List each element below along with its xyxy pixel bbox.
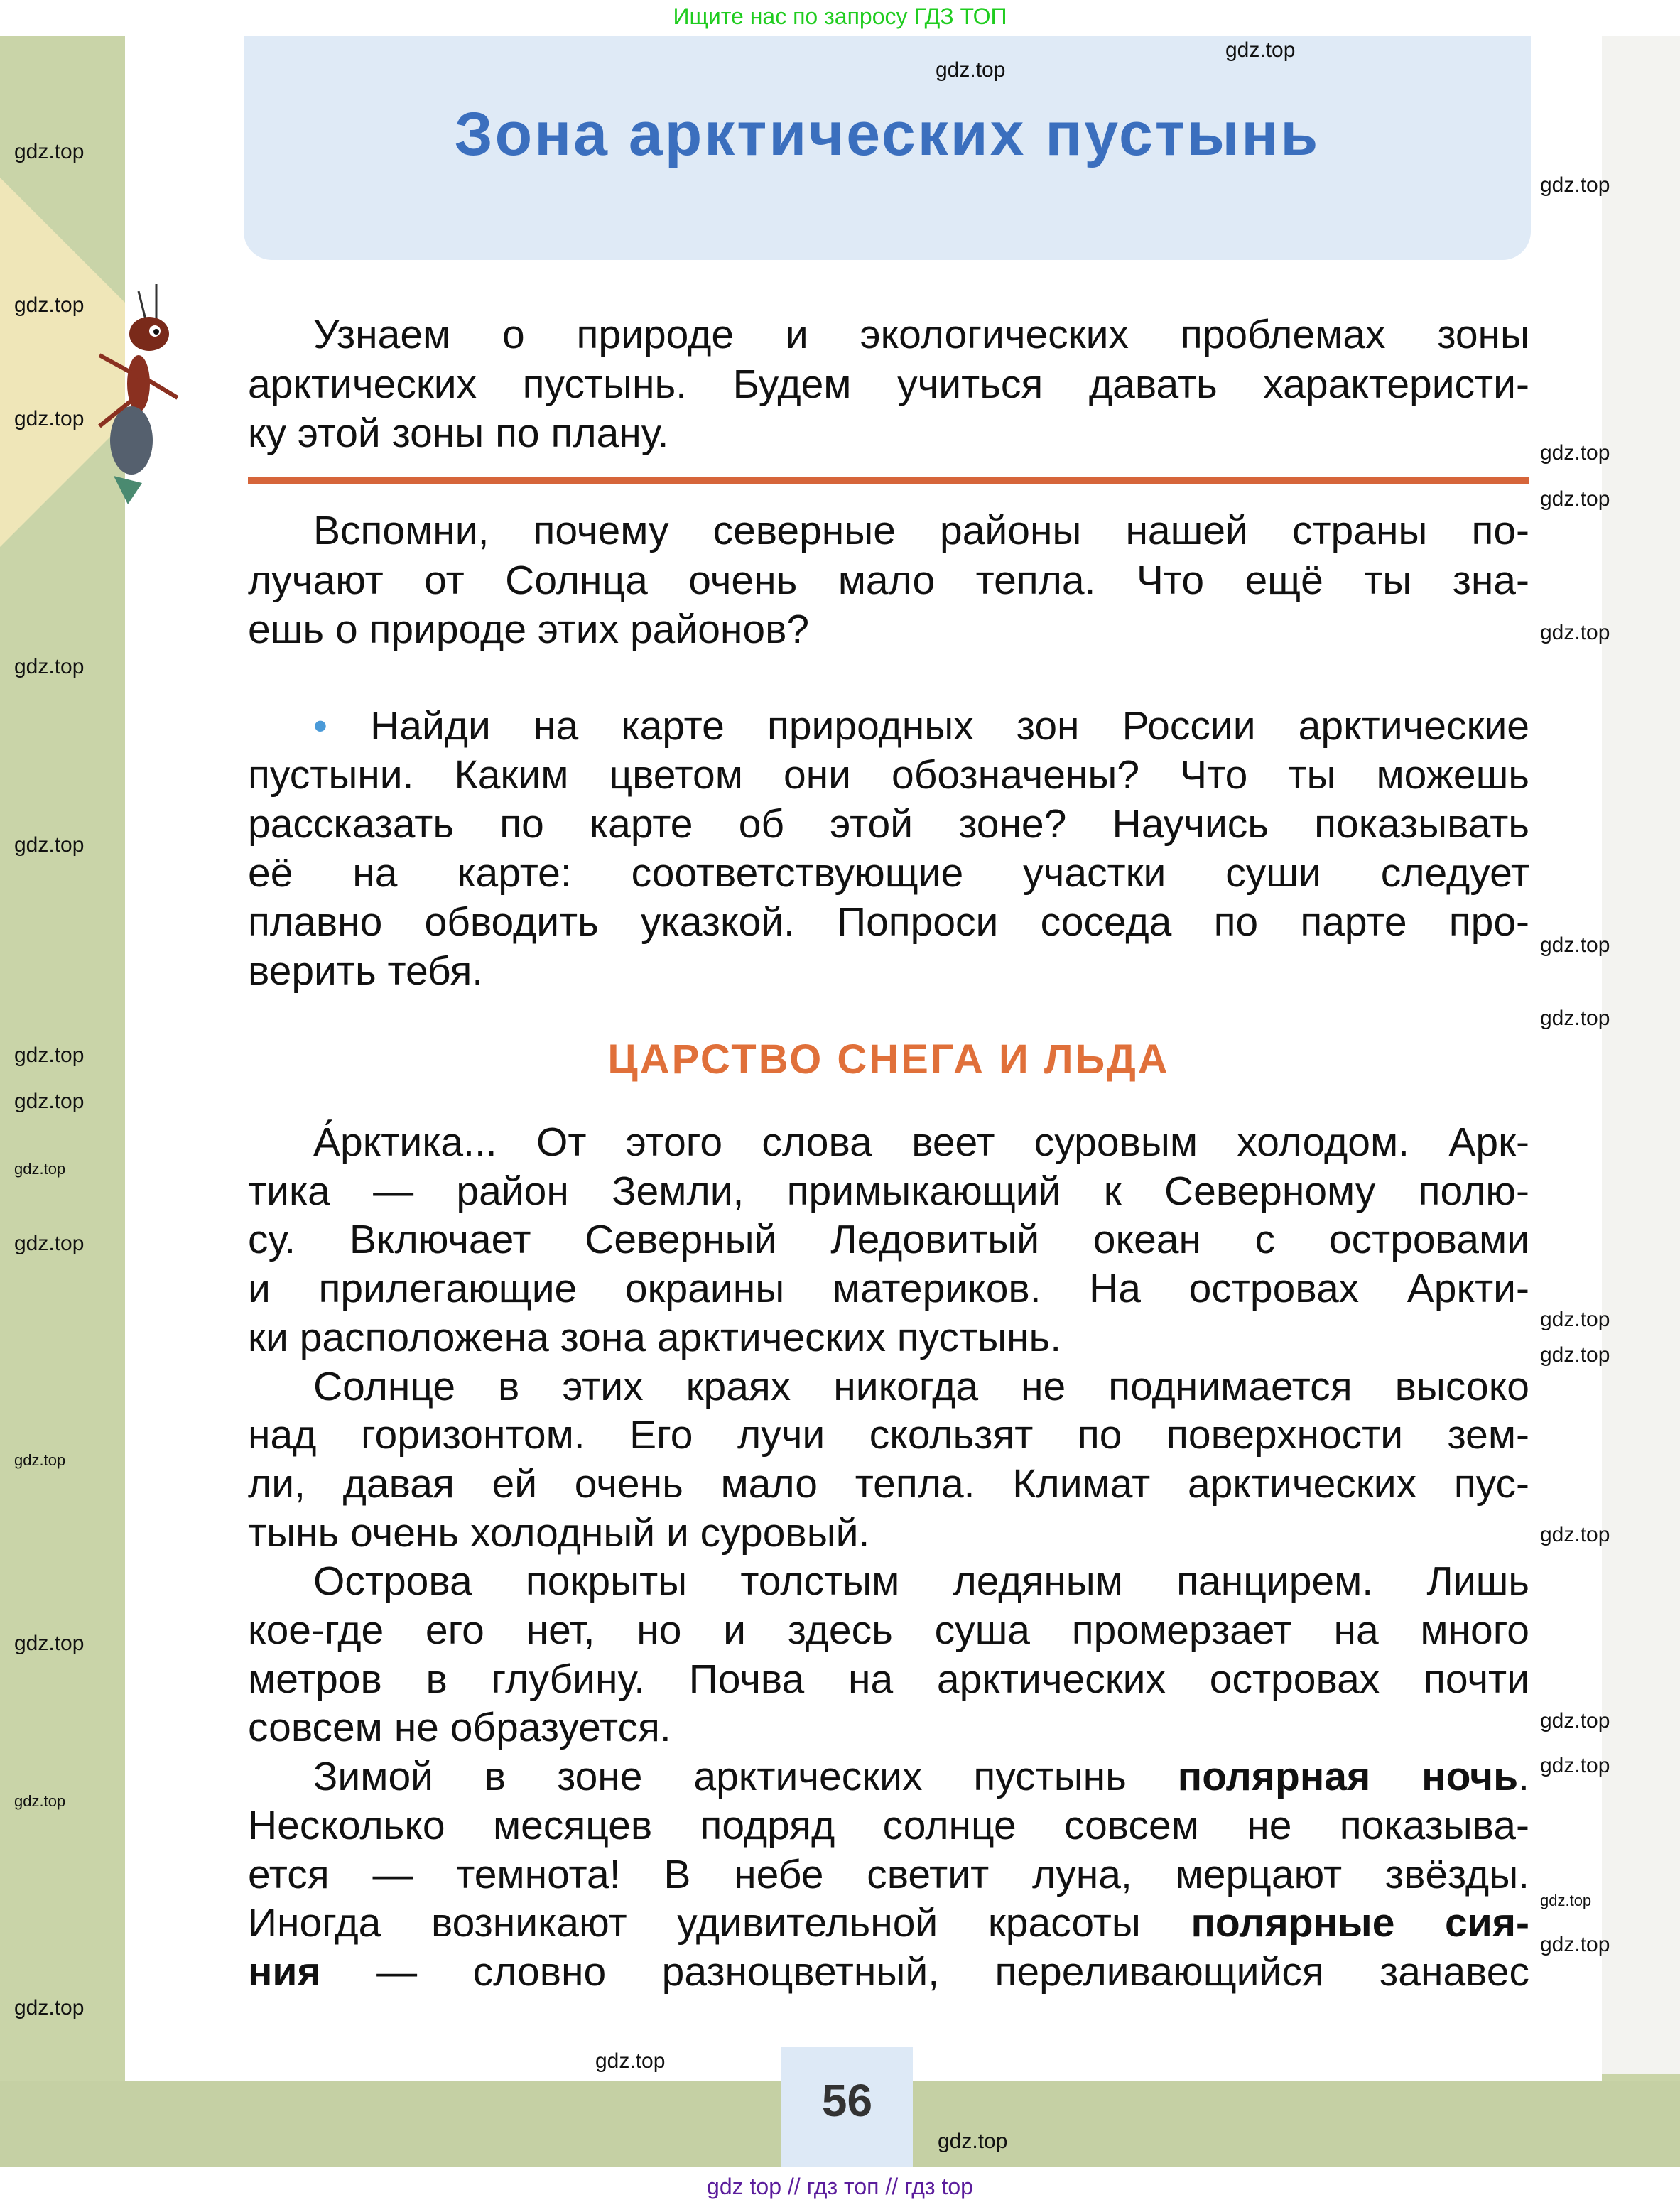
- divider-rule: [248, 477, 1529, 484]
- main-line: [313, 1362, 1529, 1411]
- recall-line: [248, 556, 1529, 605]
- watermark: gdz.top: [14, 1451, 66, 1469]
- right-page-edge: [1602, 36, 1680, 2167]
- task-line: [313, 702, 1529, 751]
- task-line: [248, 751, 1529, 800]
- text-segment: рассказать по карте об этой зоне? Научись показывать: [248, 801, 1529, 847]
- top-banner[interactable]: Ищите нас по запросу ГДЗ ТОП: [0, 0, 1680, 36]
- main-line: [248, 1948, 1529, 1997]
- text-segment: Иногда возникают удивительной красоты: [248, 1900, 1191, 1946]
- task-line: [248, 898, 1529, 947]
- main-line: [248, 1655, 1529, 1704]
- watermark: gdz.top: [14, 293, 85, 317]
- watermark: gdz.top: [14, 1792, 66, 1810]
- main-line: [313, 1752, 1529, 1801]
- watermark: gdz.top: [1540, 173, 1610, 197]
- main-line: [248, 1215, 1529, 1264]
- ant-illustration-icon: [71, 277, 199, 504]
- main-line: [248, 1850, 1529, 1899]
- footer-links[interactable]: gdz top // гдз топ // гдз top: [0, 2167, 1680, 2207]
- text-segment: Острова покрыты толстым ледяным панцирем. Лишь: [313, 1558, 1529, 1605]
- watermark: gdz.top: [1540, 1709, 1610, 1732]
- main-line: [248, 1509, 1529, 1558]
- text-segment: над горизонтом. Его лучи скользят по поверхности зем-: [248, 1412, 1529, 1458]
- watermark: gdz.top: [14, 833, 85, 857]
- bold-term: полярная ночь: [1177, 1754, 1519, 1800]
- intro-line: [248, 409, 1529, 458]
- text-segment: Узнаем о природе и экологических проблемах зоны: [313, 312, 1529, 357]
- watermark: gdz.top: [14, 1232, 85, 1255]
- watermark: gdz.top: [1540, 1308, 1610, 1331]
- intro-line: [248, 360, 1529, 409]
- watermark: gdz.top: [595, 2049, 666, 2073]
- text-segment: .: [1518, 1754, 1529, 1800]
- recall-line: [313, 506, 1529, 555]
- text-segment: метров в глубину. Почва на арктических островах почти: [248, 1656, 1529, 1702]
- main-line: [248, 1411, 1529, 1460]
- text-segment: ется — темнота! В небе светит луна, мерцают звёзды.: [248, 1851, 1529, 1897]
- watermark: gdz.top: [14, 140, 85, 163]
- text-segment: Зимой в зоне арктических пустынь: [313, 1754, 1178, 1800]
- main-line: [313, 1557, 1529, 1606]
- text-segment: А́рктика... От этого слова веет суровым холодом. Арк-: [313, 1119, 1529, 1165]
- task-line: [248, 800, 1529, 849]
- main-line: [248, 1313, 1529, 1362]
- text-segment: ешь о природе этих районов?: [248, 607, 810, 652]
- text-segment: пустыни. Каким цветом они обозначены? Что ты можешь: [248, 752, 1529, 798]
- bold-term: полярные сия-: [1191, 1900, 1529, 1946]
- text-segment: — словно разноцветный, переливающийся занавес: [320, 1948, 1529, 1995]
- task-line: [248, 849, 1529, 898]
- watermark: gdz.top: [1540, 1754, 1610, 1777]
- text-segment: арктических пустынь. Будем учиться давать характеристи-: [248, 361, 1529, 407]
- watermark: gdz.top: [1540, 487, 1610, 511]
- main-line: [313, 1118, 1529, 1167]
- watermark: gdz.top: [1540, 1523, 1610, 1546]
- text-segment: плавно обводить указкой. Попроси соседа по парте про-: [248, 899, 1529, 945]
- text-segment: лучают от Солнца очень мало тепла. Что ещё ты зна-: [248, 557, 1529, 603]
- watermark: gdz.top: [1540, 441, 1610, 465]
- bullet-icon: •: [313, 703, 327, 749]
- section-heading: ЦАРСТВО СНЕГА И ЛЬДА: [607, 1036, 1170, 1083]
- page-title: Зона арктических пустынь: [454, 100, 1321, 168]
- watermark: gdz.top: [14, 407, 85, 430]
- text-segment: ки расположена зона арктических пустынь.: [248, 1314, 1062, 1360]
- watermark: gdz.top: [14, 1090, 85, 1113]
- watermark: gdz.top: [936, 58, 1006, 82]
- watermark: gdz.top: [14, 1632, 85, 1655]
- intro-line: [313, 310, 1529, 359]
- main-line: [248, 1801, 1529, 1850]
- main-line: [248, 1899, 1529, 1948]
- watermark: gdz.top: [14, 1043, 85, 1067]
- task-line: [248, 947, 1529, 996]
- watermark: gdz.top: [14, 1160, 66, 1178]
- text-segment: ку этой зоны по плану.: [248, 411, 669, 456]
- text-segment: су. Включает Северный Ледовитый океан с островами: [248, 1217, 1529, 1263]
- watermark: gdz.top: [1540, 1933, 1610, 1956]
- watermark: gdz.top: [938, 2130, 1008, 2153]
- main-line: [248, 1264, 1529, 1313]
- text-segment: совсем не образуется.: [248, 1705, 671, 1751]
- text-segment: кое-где его нет, но и здесь суша промерзает на много: [248, 1607, 1529, 1653]
- watermark: gdz.top: [14, 655, 85, 678]
- watermark: gdz.top: [1540, 1892, 1592, 1909]
- text-segment: Найди на карте природных зон России арктические: [327, 703, 1529, 749]
- text-segment: Несколько месяцев подряд солнце совсем не показыва-: [248, 1802, 1529, 1848]
- text-segment: её на карте: соответствующие участки суши следует: [248, 850, 1529, 896]
- watermark: gdz.top: [14, 1996, 85, 2019]
- main-line: [248, 1606, 1529, 1655]
- text-segment: и прилегающие окраины материков. На островах Аркти-: [248, 1266, 1529, 1312]
- watermark: gdz.top: [1540, 1007, 1610, 1030]
- recall-line: [248, 605, 1529, 654]
- main-line: [248, 1167, 1529, 1216]
- page-number: 56: [821, 2075, 873, 2126]
- text-segment: Солнце в этих краях никогда не поднимается высоко: [313, 1363, 1529, 1409]
- text-segment: ли, давая ей очень мало тепла. Климат арктических пус-: [248, 1460, 1529, 1507]
- bold-term: ния: [248, 1948, 321, 1995]
- watermark: gdz.top: [1225, 38, 1296, 62]
- watermark: gdz.top: [1540, 621, 1610, 644]
- text-segment: тика — район Земли, примыкающий к Северному полю-: [248, 1168, 1529, 1214]
- watermark: gdz.top: [1540, 933, 1610, 957]
- text-segment: верить тебя.: [248, 948, 484, 994]
- main-line: [248, 1460, 1529, 1509]
- text-segment: тынь очень холодный и суровый.: [248, 1509, 870, 1556]
- main-line: [248, 1703, 1529, 1752]
- text-segment: Вспомни, почему северные районы нашей страны по-: [313, 508, 1529, 553]
- watermark: gdz.top: [1540, 1343, 1610, 1367]
